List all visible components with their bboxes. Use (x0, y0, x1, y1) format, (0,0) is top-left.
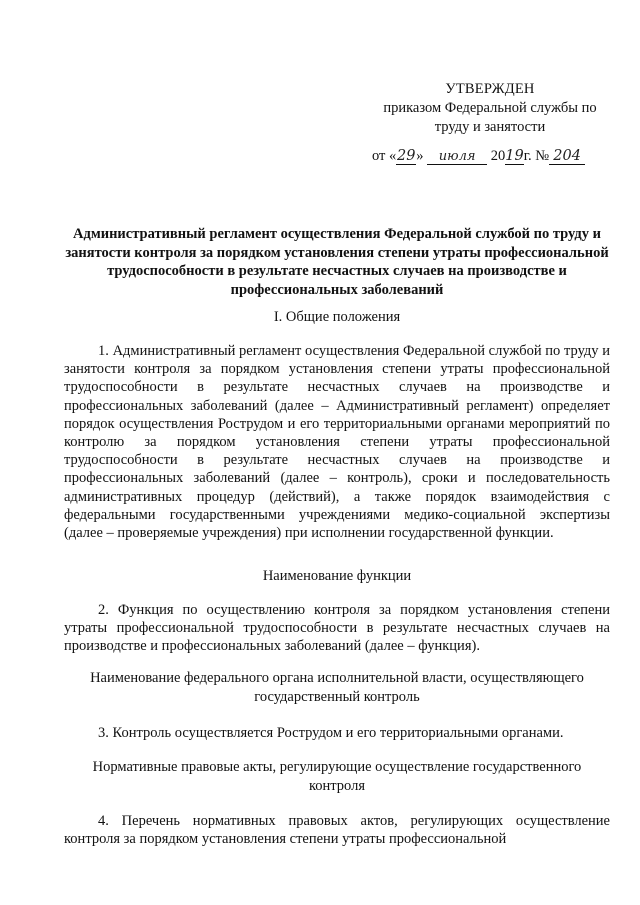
heading-authority: Наименование федерального органа исполнительной власти, осуществляющего государственный контроль (90, 670, 584, 705)
order-year-suffix: 19 (505, 148, 524, 164)
paragraph-1: 1. Административный регламент осуществления Федеральной службой по труду и занятости контроля за порядком установления степени утраты профессиональной трудоспособности в результате несчастных случаев на производстве и профессиональных заболеваний (далее – Административный регламент) определяет порядок осуществления Рострудом и его территориальными органами мероприятий по контролю за порядком установления степени утраты профессиональной трудоспособности в результате несчастных случаев на производстве и профессиональных заболеваний (далее – контроль), сроки и последовательность административных процедур (действий), а также порядок взаимодействия с федеральными государственными учреждениями медико-социальной экспертизы (далее – проверяемые учреждения) при исполнении государственной функции. (64, 343, 610, 542)
document-title: Административный регламент осуществления Федеральной службой по труду и занятости контроля за порядком установления степени утраты профессиональной трудоспособности в результате несчастных случаев на производстве и профессиональных заболеваний (65, 226, 609, 298)
order-year-prefix: 20 (490, 148, 506, 164)
heading-legal-acts: Нормативные правовые акты, регулирующие осуществление государственного контроля (92, 759, 582, 794)
order-day: 29 (397, 148, 416, 164)
section-heading-general: I. Общие положения (273, 309, 401, 325)
order-prefix: от « (372, 148, 397, 164)
paragraph-2: 2. Функция по осуществлению контроля за порядком установления степени утраты профессиональной трудоспособности в результате несчастных случаев на производстве и профессиональных заболеваний (далее – функция). (64, 602, 610, 655)
approval-title: УТВЕРЖДЕН (445, 81, 535, 97)
paragraph-3: 3. Контроль осуществляется Рострудом и его территориальными органами. (98, 725, 564, 741)
approval-line-2: труду и занятости (434, 119, 546, 135)
order-year-unit: г. № (523, 148, 550, 164)
order-quote-close: » (416, 148, 424, 164)
order-number: 204 (549, 148, 585, 165)
approval-line-1: приказом Федеральной службы по (383, 100, 597, 116)
heading-function-name: Наименование функции (262, 568, 412, 584)
paragraph-4: 4. Перечень нормативных правовых актов, регулирующих осуществление контроля за порядком установления степени утраты профессиональной (64, 813, 610, 848)
order-month: июля (427, 149, 487, 165)
order-date-number (372, 148, 612, 165)
approval-stamp (370, 80, 610, 137)
